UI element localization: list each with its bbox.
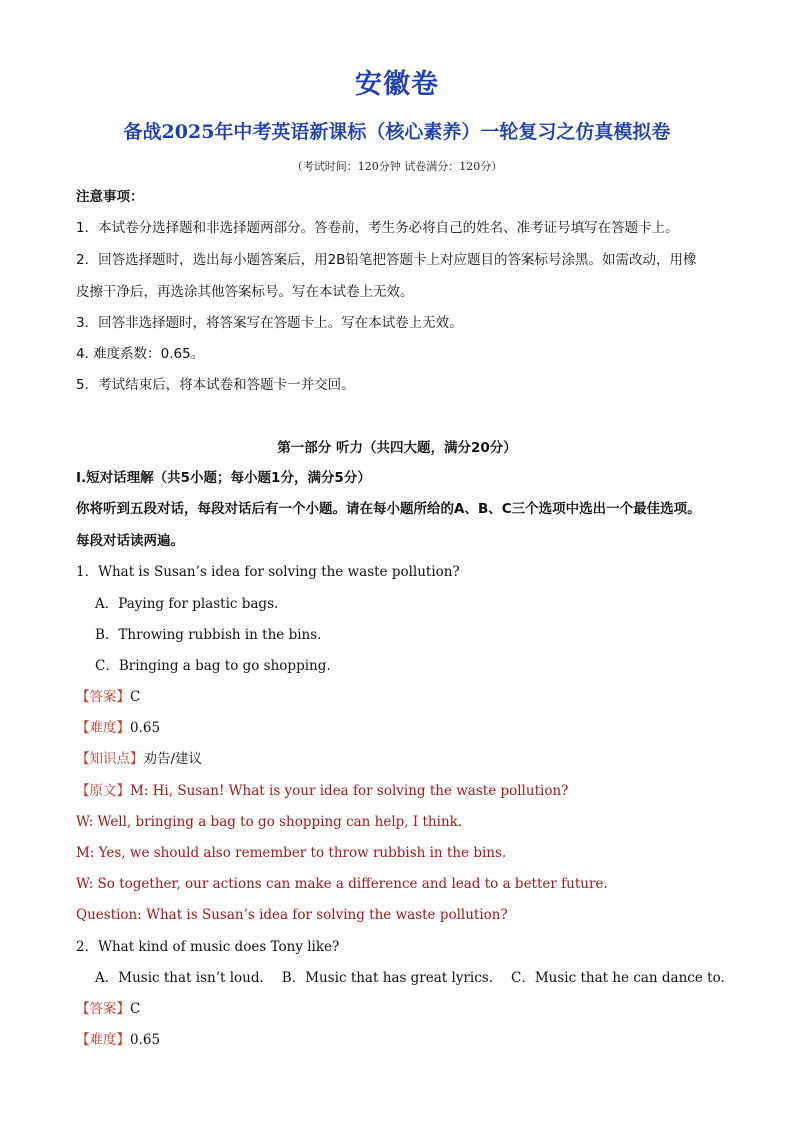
- knowledge-line: [76, 750, 202, 768]
- notice-item: 3．回答非选择题时，将答案写在答题卡上。写在本试卷上无效。: [76, 315, 463, 331]
- transcript-text: M: Yes, we should also remember to throw rubbish in the bins.: [76, 845, 507, 861]
- difficulty-line: [76, 719, 160, 737]
- option-a: A．Paying for plastic bags.: [95, 596, 279, 612]
- exam-info: （考试时间：120分钟 试卷满分：120分）: [291, 160, 503, 173]
- transcript-line: [76, 782, 568, 800]
- answer-value: C: [130, 689, 141, 705]
- answer-line: [76, 688, 140, 706]
- knowledge-key: 【知识点】: [76, 751, 144, 767]
- answer-key: 【答案】: [76, 1001, 130, 1017]
- options-row: [95, 969, 743, 987]
- section-instruction: 你将听到五段对话，每段对话后有一个小题。请在每小题所给的A、B、C三个选项中选出一个最佳选项。: [76, 501, 701, 517]
- difficulty-line: [76, 1031, 160, 1049]
- notice-item: 4. 难度系数：0.65。: [76, 346, 205, 362]
- difficulty-value: 0.65: [130, 1032, 161, 1048]
- section-subtitle: Ⅰ.短对话理解（共5小题；每小题1分，满分5分）: [76, 470, 371, 486]
- notice-item: 2．回答选择题时，选出每小题答案后，用2B铅笔把答题卡上对应题目的答案标号涂黑。如需改动，用橡: [76, 252, 697, 268]
- notice-item: 皮擦干净后，再选涂其他答案标号。写在本试卷上无效。: [76, 284, 414, 300]
- transcript-text: Question: What is Susan’s idea for solving the waste pollution?: [76, 907, 508, 923]
- part-title: 第一部分 听力（共四大题，满分20分）: [277, 440, 517, 456]
- notice-item: 5．考试结束后，将本试卷和答题卡一并交回。: [76, 377, 355, 393]
- difficulty-value: 0.65: [130, 720, 161, 736]
- option-c: C．Bringing a bag to go shopping.: [95, 658, 331, 674]
- option-a: A．Music that isn’t loud.: [95, 970, 264, 986]
- difficulty-key: 【难度】: [76, 1032, 130, 1048]
- page-subtitle: 备战2025年中考英语新课标（核心素养）一轮复习之仿真模拟卷: [123, 121, 671, 143]
- knowledge-value: 劝告/建议: [143, 751, 203, 767]
- answer-value: C: [130, 1001, 141, 1017]
- answer-line: [76, 1000, 140, 1018]
- notice-item: 1．本试卷分选择题和非选择题两部分。答卷前，考生务必将自己的姓名、准考证号填写在答题卡上。: [76, 220, 679, 236]
- answer-key: 【答案】: [76, 689, 130, 705]
- question-stem: 2．What kind of music does Tony like?: [76, 939, 340, 955]
- difficulty-key: 【难度】: [76, 720, 130, 736]
- section-instruction: 每段对话读两遍。: [76, 533, 184, 549]
- notice-heading: 注意事项：: [76, 189, 144, 205]
- option-c: C．Music that he can dance to.: [511, 970, 725, 986]
- option-b: B．Music that has great lyrics.: [281, 970, 494, 986]
- transcript-text: W: Well, bringing a bag to go shopping can help, I think.: [76, 814, 463, 830]
- transcript-text: W: So together, our actions can make a difference and lead to a better future.: [76, 876, 608, 892]
- question-stem: 1．What is Susan’s idea for solving the waste pollution?: [76, 564, 460, 580]
- transcript-text: M: Hi, Susan! What is your idea for solving the waste pollution?: [130, 783, 569, 799]
- option-b: B．Throwing rubbish in the bins.: [95, 627, 322, 643]
- page-title: 安徽卷: [355, 69, 439, 100]
- transcript-key: 【原文】: [76, 783, 130, 799]
